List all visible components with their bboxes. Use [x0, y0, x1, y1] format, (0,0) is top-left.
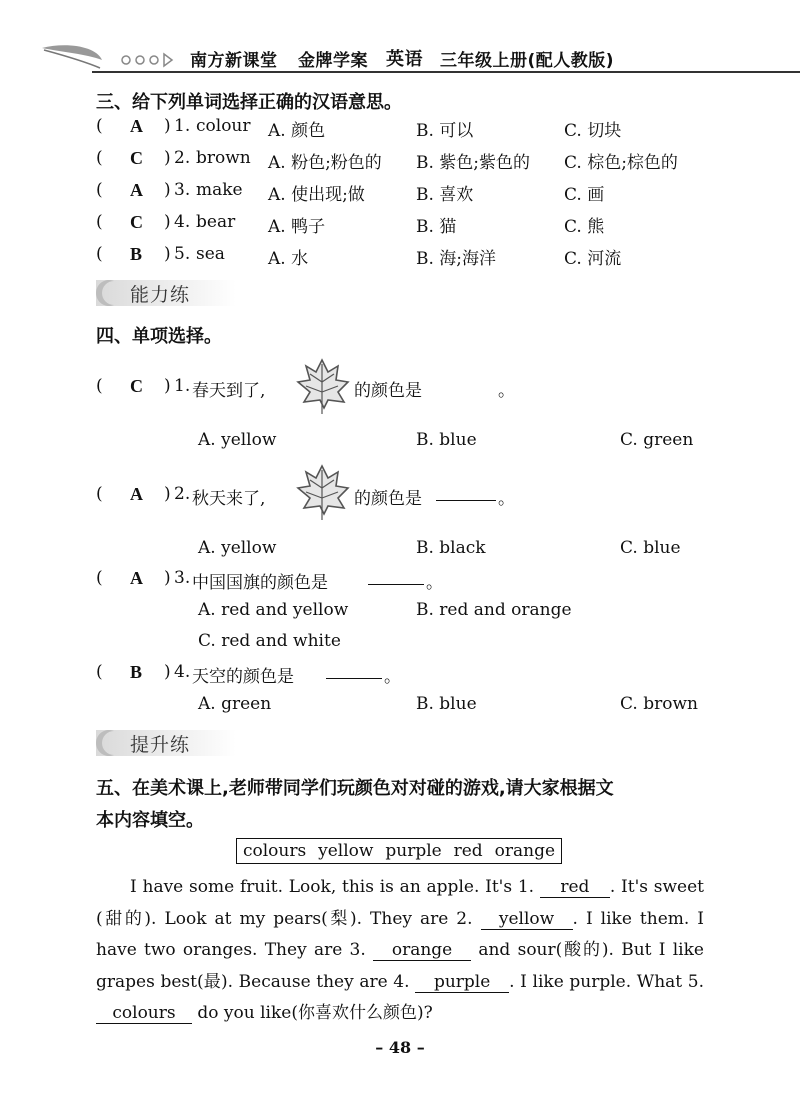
- s4-q1: ( C ) 1. 春天到了, 的颜色是 。: [96, 376, 515, 401]
- s4-q2-options: A. yellow B. black C. blue: [198, 538, 681, 558]
- word-bank-item: orange: [494, 841, 556, 861]
- s4-q3-options-1: A. red and yellow B. red and orange: [198, 600, 572, 620]
- header-divider: [92, 71, 800, 73]
- answer: A: [130, 116, 143, 136]
- fill-blank-1: red: [540, 877, 610, 898]
- s3-item-2: ( C ) 2. brown A. 粉色;粉色的 B. 紫色;紫色的 C. 棕色;棕色的: [96, 148, 678, 173]
- blank: [326, 660, 382, 679]
- s4-q4-options: A. green B. blue C. brown: [198, 694, 698, 714]
- answer: B: [130, 662, 143, 682]
- word-bank-item: red: [453, 841, 483, 861]
- blank: [436, 482, 496, 501]
- section3-title: 三、给下列单词选择正确的汉语意思。: [96, 92, 402, 113]
- leaf-icon: [292, 462, 352, 524]
- answer: C: [130, 212, 143, 232]
- answer: A: [130, 180, 143, 200]
- section5-title-line1: 五、在美术课上,老师带同学们玩颜色对对碰的游戏,请大家根据文: [96, 778, 614, 799]
- crescent-icon: [96, 728, 120, 758]
- word-bank-item: colours: [242, 841, 307, 861]
- header-subject: 英语: [386, 49, 423, 70]
- s3-item-3: ( A ) 3. make A. 使出现;做 B. 喜欢 C. 画: [96, 180, 605, 205]
- s4-q3-options-2: C. red and white: [198, 631, 341, 651]
- page-number: – 48 –: [375, 1038, 425, 1057]
- blank: [368, 566, 424, 585]
- word-bank-item: purple: [385, 841, 442, 861]
- s4-q3: ( A ) 3. 中国国旗的颜色是 。: [96, 568, 443, 593]
- subheading-ability: 能力练: [96, 276, 256, 310]
- fill-blank-4: purple: [415, 972, 509, 993]
- answer: A: [130, 484, 143, 504]
- answer: B: [130, 244, 143, 264]
- leaf-icon: [292, 356, 352, 418]
- section5-title-line2: 本内容填空。: [96, 810, 204, 831]
- fill-blank-5: colours: [96, 1003, 192, 1024]
- fill-blank-3: orange: [373, 940, 471, 961]
- s3-item-5: ( B ) 5. sea A. 水 B. 海;海洋 C. 河流: [96, 244, 622, 269]
- header-edition: 三年级上册(配人教版): [440, 51, 615, 71]
- answer: A: [130, 568, 143, 588]
- header-logo: [36, 38, 176, 74]
- s4-q4: ( B ) 4. 天空的颜色是 。: [96, 662, 401, 687]
- s3-item-1: ( A ) 1. colour A. 颜色 B. 可以 C. 切块: [96, 116, 622, 141]
- s3-item-4: ( C ) 4. bear A. 鸭子 B. 猫 C. 熊: [96, 212, 605, 237]
- s4-q1-options: A. yellow B. blue C. green: [198, 430, 694, 450]
- section4-title: 四、单项选择。: [96, 326, 222, 347]
- answer: C: [130, 376, 143, 396]
- word-bank-item: yellow: [318, 841, 374, 861]
- word-bank: [236, 838, 562, 864]
- feather-icon: [36, 38, 176, 74]
- answer: C: [130, 148, 143, 168]
- fill-blank-2: yellow: [481, 909, 573, 930]
- header-book: 金牌学案: [298, 51, 368, 71]
- header-series: 南方新课堂: [190, 51, 278, 71]
- crescent-icon: [96, 278, 120, 308]
- subheading-improve: 提升练: [96, 726, 256, 760]
- s4-q2: ( A ) 2. 秋天来了, 的颜色是 。: [96, 484, 515, 509]
- cloze-passage: I have some fruit. Look, this is an apple. It's 1. red . It's sweet (甜的). Look at my pears(梨). They are 2. yellow . I like them. I have two oranges. They are 3. orange and sour(酸的). But I like grapes best(最). Because they are 4. purple . I like purple. What 5. colours do you like(你喜欢什么颜色)?: [96, 877, 704, 1023]
